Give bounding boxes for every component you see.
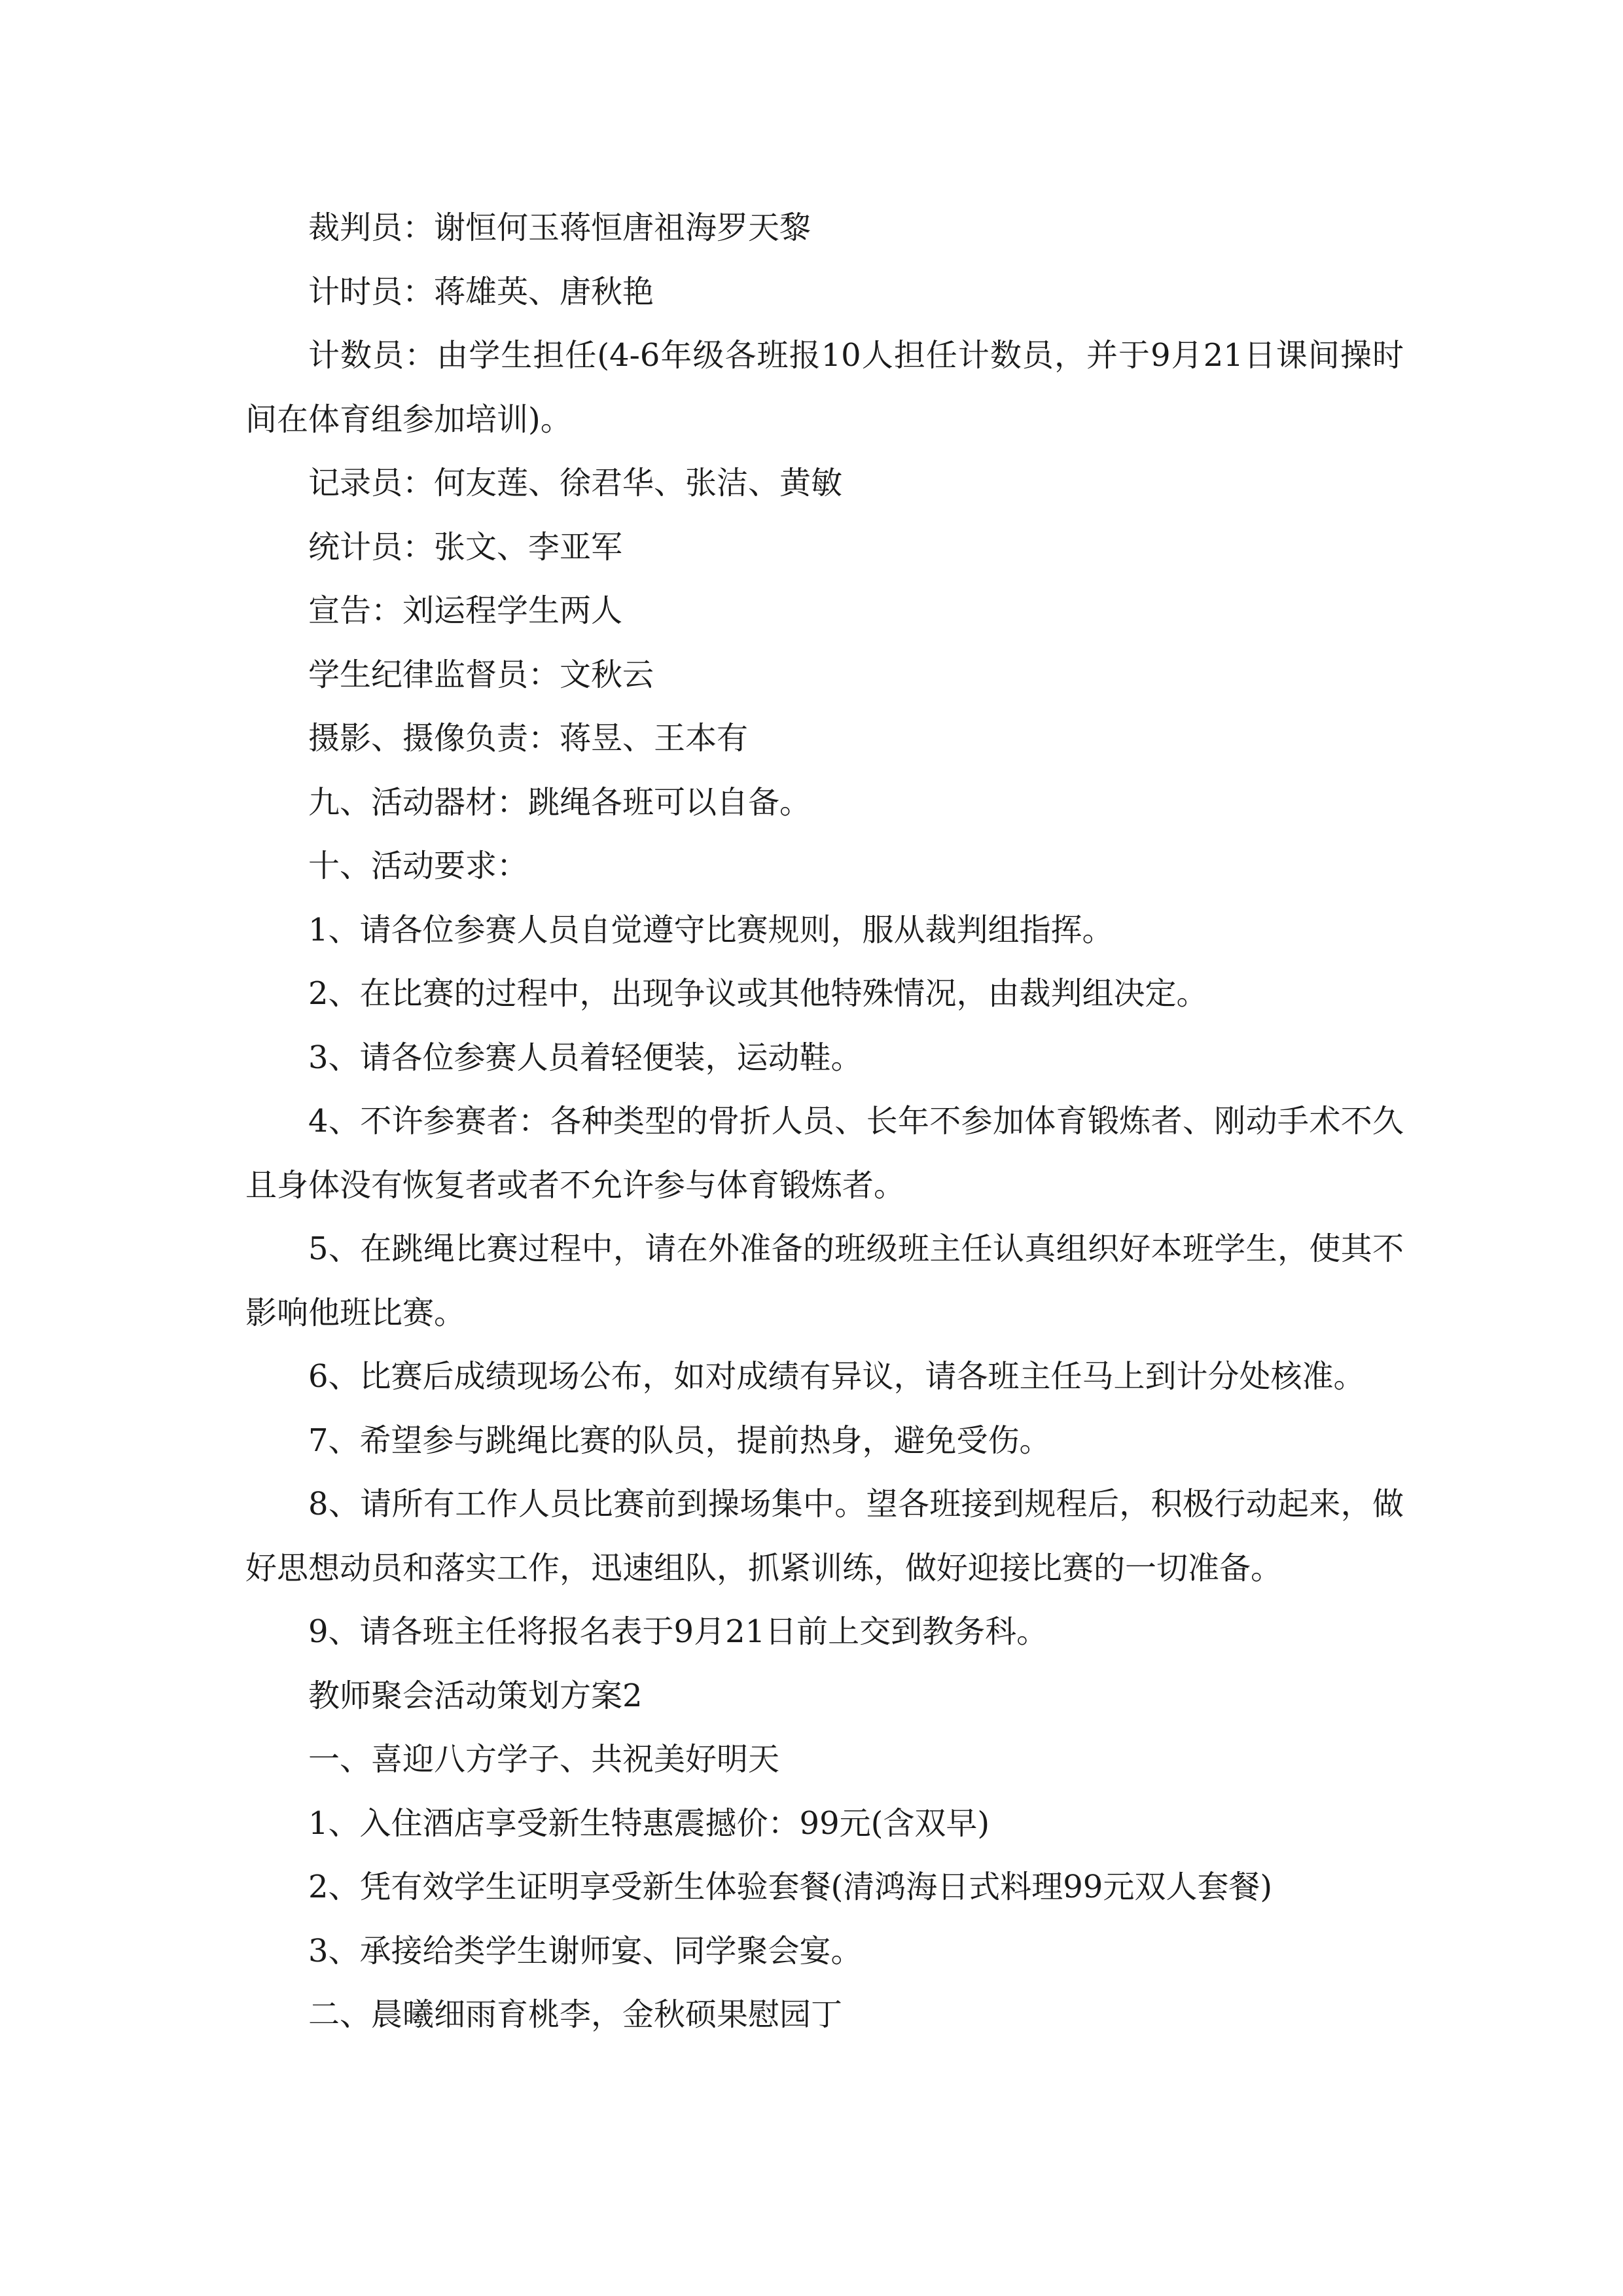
paragraph-requirement-9: 9、请各班主任将报名表于9月21日前上交到教务科。 <box>308 1613 1048 1650</box>
paragraph-statisticians: 统计员：张文、李亚军 <box>308 528 623 565</box>
paragraph-requirement-7: 7、希望参与跳绳比赛的队员，提前热身，避免受伤。 <box>308 1422 1051 1459</box>
section-heading-1: 一、喜迎八方学子、共祝美好明天 <box>308 1741 780 1778</box>
document-body <box>245 196 1404 2047</box>
paragraph-counters: 计数员：由学生担任(4-6年级各班报10人担任计数员，并于9月21日课间操时间在体育组参加培训)。 <box>245 337 1404 438</box>
paragraph-requirement-3: 3、请各位参赛人员着轻便装，运动鞋。 <box>308 1039 863 1076</box>
paragraph-requirement-5: 5、在跳绳比赛过程中，请在外准备的班级班主任认真组织好本班学生，使其不影响他班比赛。 <box>245 1230 1404 1331</box>
paragraph-requirements-heading: 十、活动要求： <box>308 848 529 884</box>
paragraph-requirement-6: 6、比赛后成绩现场公布，如对成绩有异议，请各班主任马上到计分处核准。 <box>308 1358 1365 1395</box>
paragraph-referees: 裁判员：谢恒何玉蒋恒唐祖海罗天黎 <box>308 209 812 246</box>
list-item-3: 3、承接给类学生谢师宴、同学聚会宴。 <box>308 1932 863 1969</box>
section-heading-2: 二、晨曦细雨育桃李，金秋硕果慰园丁 <box>308 1996 843 2033</box>
paragraph-requirement-1: 1、请各位参赛人员自觉遵守比赛规则，服从裁判组指挥。 <box>308 911 1114 948</box>
paragraph-discipline-monitor: 学生纪律监督员：文秋云 <box>308 656 654 693</box>
paragraph-recorders: 记录员：何友莲、徐君华、张洁、黄敏 <box>308 465 843 501</box>
paragraph-announcer: 宣告：刘运程学生两人 <box>308 592 623 629</box>
list-item-1: 1、入住酒店享受新生特惠震撼价：99元(含双早) <box>308 1804 990 1842</box>
paragraph-photography: 摄影、摄像负责：蒋昱、王本有 <box>308 720 749 757</box>
list-item-2: 2、凭有效学生证明享受新生体验套餐(清鸿海日式料理99元双人套餐) <box>308 1869 1273 1905</box>
paragraph-equipment: 九、活动器材：跳绳各班可以自备。 <box>308 783 812 821</box>
section-title-plan-2: 教师聚会活动策划方案2 <box>308 1677 643 1714</box>
paragraph-timekeepers: 计时员：蒋雄英、唐秋艳 <box>308 273 654 310</box>
paragraph-requirement-4: 4、不许参赛者：各种类型的骨折人员、长年不参加体育锻炼者、刚动手术不久且身体没有恢复者或者不允许参与体育锻炼者。 <box>245 1103 1404 1204</box>
paragraph-requirement-8: 8、请所有工作人员比赛前到操场集中。望各班接到规程后，积极行动起来，做好思想动员和落实工作，迅速组队，抓紧训练，做好迎接比赛的一切准备。 <box>245 1486 1404 1587</box>
paragraph-requirement-2: 2、在比赛的过程中，出现争议或其他特殊情况，由裁判组决定。 <box>308 975 1208 1012</box>
